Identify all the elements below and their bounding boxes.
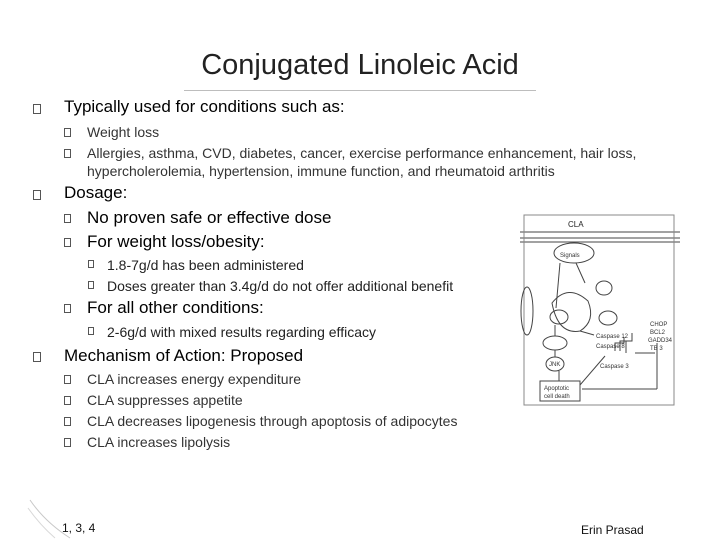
diagram-label-tb3: TB 3	[650, 346, 663, 352]
diagram-label-bcl2: BCL2	[650, 330, 666, 336]
diagram-label-caspase8: Caspase 8	[596, 344, 625, 350]
diagram-label-apoptotic: Apoptotic	[544, 386, 570, 392]
bullet-marker	[88, 281, 94, 289]
bullet-lipogenesis: CLA decreases lipogenesis through apoptosis of adipocytes	[87, 413, 458, 429]
bullet-marker	[64, 149, 71, 158]
bullet-marker	[64, 304, 71, 313]
bullet-marker	[64, 238, 71, 247]
bullet-marker	[64, 214, 71, 223]
bullet-mixed-results: 2-6g/d with mixed results regarding efficacy	[107, 324, 376, 340]
bullet-marker	[64, 375, 71, 384]
bullet-energy: CLA increases energy expenditure	[87, 371, 302, 387]
mechanism-diagram	[520, 213, 680, 413]
bullet-marker	[64, 396, 71, 405]
bullet-no-proven: No proven safe or effective dose	[87, 208, 332, 227]
bullet-marker	[64, 128, 71, 137]
bullet-marker	[64, 417, 71, 426]
bullet-weight-loss: Weight loss	[87, 124, 160, 140]
diagram-label-caspase3: Caspase 3	[600, 364, 629, 370]
diagram-label-chop: CHOP	[650, 322, 668, 328]
bullet-for-weight: For weight loss/obesity:	[87, 232, 265, 251]
bullet-mechanism: Mechanism of Action: Proposed	[64, 346, 304, 365]
bullet-marker	[64, 438, 71, 447]
bullet-lipolysis: CLA increases lipolysis	[87, 434, 231, 450]
bullet-for-other: For all other conditions:	[87, 298, 264, 317]
bullet-typically: Typically used for conditions such as:	[64, 97, 345, 116]
slide-title: Conjugated Linoleic Acid	[201, 49, 519, 81]
footer-references: 1, 3, 4	[62, 521, 96, 535]
bullet-appetite: CLA suppresses appetite	[87, 392, 243, 408]
bullet-allergies-line2: hypercholerolemia, hypertension, immune function, and rheumatoid arthritis	[87, 163, 555, 179]
diagram-label-jnk: JNK	[549, 362, 561, 368]
bullet-marker	[33, 190, 41, 200]
diagram-label-cell-death: cell death	[544, 394, 570, 400]
title-divider	[184, 90, 536, 91]
diagram-label-signals: Signals	[560, 253, 580, 259]
diagram-label-gadd34: GADD34	[648, 338, 673, 344]
bullet-marker	[33, 352, 41, 362]
bullet-marker	[88, 260, 94, 268]
bullet-marker	[33, 104, 41, 114]
bullet-dosage: Dosage:	[64, 183, 128, 202]
bullet-marker	[88, 327, 94, 335]
bullet-allergies-line1: Allergies, asthma, CVD, diabetes, cancer, exercise performance enhancement, hair loss,	[87, 145, 637, 161]
footer-author: Erin Prasad	[581, 523, 644, 537]
diagram-label-cla: CLA	[568, 220, 584, 229]
bullet-administered: 1.8-7g/d has been administered	[107, 257, 304, 273]
bullet-doses-greater: Doses greater than 3.4g/d do not offer additional benefit	[107, 278, 454, 294]
diagram-label-caspase12: Caspase 12	[596, 334, 629, 340]
